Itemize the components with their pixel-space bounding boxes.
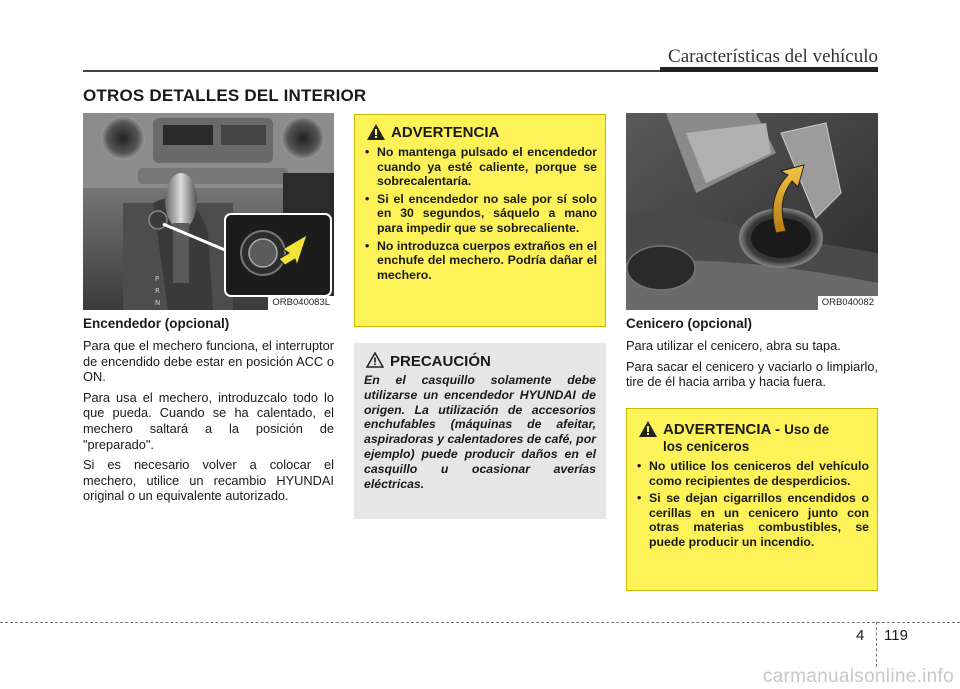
caution-title: PRECAUCIÓN	[390, 353, 491, 370]
warning-triangle-icon	[639, 421, 657, 437]
warning-triangle-icon	[367, 124, 385, 140]
warning-box-ashtray	[626, 408, 878, 591]
warning-title: ADVERTENCIA	[391, 124, 500, 141]
svg-text:R: R	[155, 287, 160, 295]
ashtray-paragraph: Para utilizar el cenicero, abra su tapa.	[626, 338, 841, 353]
caution-text: En el casquillo solamente debe utilizarse un encendedor HYUNDAI de origen. La utilización de accesorios enchufables (máquinas de afeitar, aspiradoras y calentadores de café, por ejemplo) puede producir daños en el casquillo u ocasionar averías eléctricas.	[364, 373, 596, 491]
warning-item: • No mantenga pulsado el encendedor cuando ya esté caliente, porque se sobrecalentaría.	[365, 145, 597, 189]
caution-box	[354, 343, 606, 519]
warning-item: • Si se dejan cigarrillos encendidos o cerillas en un cenicero junto con otras materias combustibles, se puede producir un incendio.	[637, 491, 869, 549]
lighter-title: Encendedor (opcional)	[83, 316, 230, 331]
lighter-photo-code: ORB040083L	[268, 296, 334, 310]
chapter-number: 4	[856, 627, 865, 644]
ashtray-body	[626, 338, 878, 395]
chapter-title: Características del vehículo	[668, 46, 878, 67]
footer-divider	[876, 622, 877, 667]
header-rule-accent	[660, 67, 878, 72]
page-number: 119	[884, 627, 908, 644]
svg-text:P: P	[155, 275, 160, 283]
lighter-paragraph: Si es necesario volver a colocar el mechero, utilice un recambio HYUNDAI original o un equivalente autorizado.	[83, 457, 334, 504]
lighter-body	[83, 338, 334, 509]
ashtray-photo	[626, 113, 878, 310]
warning-item: • No introduzca cuerpos extraños en el enchufe del mechero. Podría dañar el mechero.	[365, 238, 597, 282]
ashtray-paragraph: Para sacar el cenicero y vaciarlo o limpiarlo, tire de él hacia arriba y hacia fuera.	[626, 358, 878, 390]
lighter-photo	[83, 113, 334, 310]
warning-item: • No utilice los ceniceros del vehículo como recipientes de desperdicios.	[637, 459, 869, 488]
caution-triangle-icon	[366, 352, 384, 368]
warning-list	[365, 145, 597, 285]
lighter-paragraph: Para que el mechero funciona, el interruptor de encendido debe estar en posición ACC o ON.	[83, 338, 334, 385]
ashtray-photo-code: ORB040082	[818, 296, 878, 310]
warning-title: ADVERTENCIA - Uso de los ceniceros	[663, 421, 830, 454]
warning-list	[637, 459, 869, 553]
footer-rule	[0, 622, 960, 623]
ashtray-title: Cenicero (opcional)	[626, 316, 753, 331]
svg-text:N: N	[155, 299, 161, 307]
watermark: carmanualsonline.info	[762, 666, 954, 687]
lighter-paragraph: Para usa el mechero, introduzcalo todo lo que pueda. Cuando se ha calentado, el mechero saltará a la posición de "preparado".	[83, 389, 334, 452]
warning-item: • Si el encendedor no sale por sí solo en 30 segundos, sáquelo a mano para impedir que se sobrecaliente.	[365, 191, 597, 235]
section-title: OTROS DETALLES DEL INTERIOR	[83, 86, 367, 105]
warning-box-lighter	[354, 114, 606, 327]
